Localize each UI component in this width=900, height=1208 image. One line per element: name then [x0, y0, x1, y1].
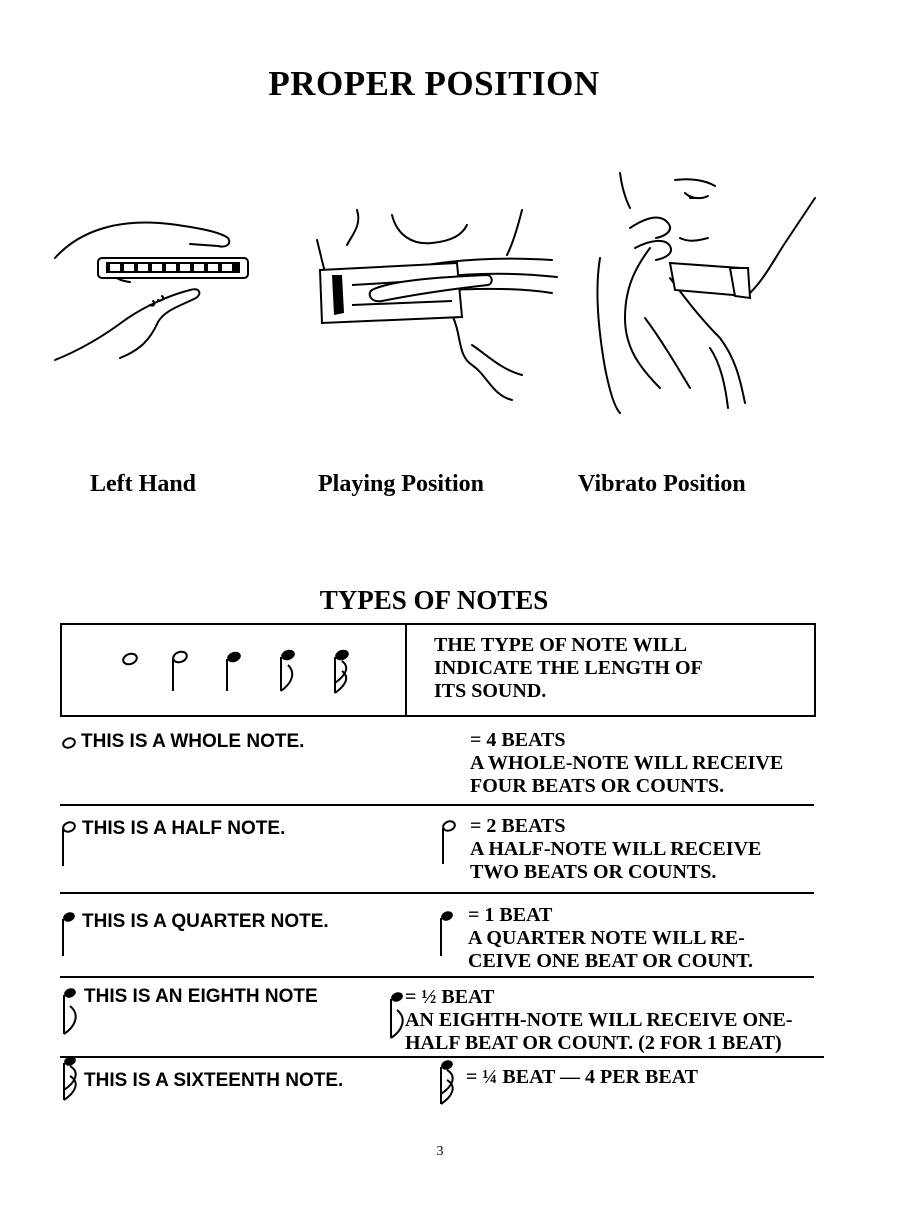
whole-note-description [470, 729, 783, 798]
sixteenth-note-icon [58, 1052, 82, 1104]
eighth-note-beats: = ½ BEAT [405, 986, 495, 1008]
whole-note-beats: = 4 BEATS [470, 729, 566, 751]
half-note-line-1: A HALF-NOTE WILL RECEIVE [470, 838, 762, 860]
note-types-sequence-icon [110, 635, 370, 705]
eighth-note-icon [58, 984, 82, 1038]
whole-note-icon [122, 652, 139, 666]
half-note-beats: = 2 BEATS [470, 815, 566, 837]
caption-left-hand: Left Hand [90, 471, 197, 497]
half-note-label: THIS IS A HALF NOTE. [82, 818, 286, 839]
intro-line-3: ITS SOUND. [434, 680, 547, 702]
page-title: PROPER POSITION [268, 64, 600, 103]
half-note-line-2: TWO BEATS OR COUNTS. [470, 861, 717, 883]
half-note-icon-right [436, 816, 458, 866]
left-hand-illustration [50, 210, 260, 370]
caption-playing-position: Playing Position [318, 471, 485, 497]
divider-1 [60, 804, 814, 806]
vibrato-position-illustration [590, 168, 825, 418]
intro-line-1: THE TYPE OF NOTE WILL [434, 634, 688, 656]
half-note-description [470, 815, 761, 884]
quarter-note-icon [58, 908, 80, 958]
whole-note-line-1: A WHOLE-NOTE WILL RECEIVE [470, 752, 784, 774]
intro-line-2: INDICATE THE LENGTH OF [434, 657, 703, 679]
quarter-note-label: THIS IS A QUARTER NOTE. [82, 911, 329, 932]
intro-box-divider [405, 623, 407, 715]
sixteenth-note-label: THIS IS A SIXTEENTH NOTE. [84, 1070, 344, 1091]
whole-note-label: THIS IS A WHOLE NOTE. [81, 731, 305, 752]
quarter-note-description [468, 904, 753, 973]
half-note-icon [58, 818, 80, 868]
playing-position-illustration [312, 205, 562, 410]
whole-note-icon [60, 735, 80, 751]
sixteenth-note-description [466, 1066, 698, 1089]
sixteenth-note-beats: = ¼ BEAT — 4 PER BEAT [466, 1066, 698, 1088]
eighth-note-label: THIS IS AN EIGHTH NOTE [84, 986, 318, 1007]
quarter-note-icon [226, 650, 243, 664]
quarter-note-line-1: A QUARTER NOTE WILL RE- [468, 927, 745, 949]
quarter-note-line-2: CEIVE ONE BEAT OR COUNT. [468, 950, 754, 972]
caption-vibrato-position: Vibrato Position [578, 471, 746, 497]
sixteenth-note-icon-right [434, 1056, 458, 1108]
half-note-icon [172, 650, 189, 664]
eighth-note-line-1: AN EIGHTH-NOTE WILL RECEIVE ONE- [405, 1009, 793, 1031]
intro-text [434, 634, 804, 703]
whole-note-line-2: FOUR BEATS OR COUNTS. [470, 775, 725, 797]
quarter-note-beats: = 1 BEAT [468, 904, 553, 926]
divider-3 [60, 976, 814, 978]
page-number: 3 [436, 1144, 444, 1159]
eighth-note-icon [280, 648, 297, 662]
sixteenth-note-icon [334, 648, 351, 662]
eighth-note-line-2: HALF BEAT OR COUNT. (2 FOR 1 BEAT) [405, 1032, 782, 1054]
eighth-note-description [405, 986, 793, 1055]
section-title: TYPES OF NOTES [319, 585, 549, 615]
divider-2 [60, 892, 814, 894]
quarter-note-icon-right [434, 906, 456, 958]
